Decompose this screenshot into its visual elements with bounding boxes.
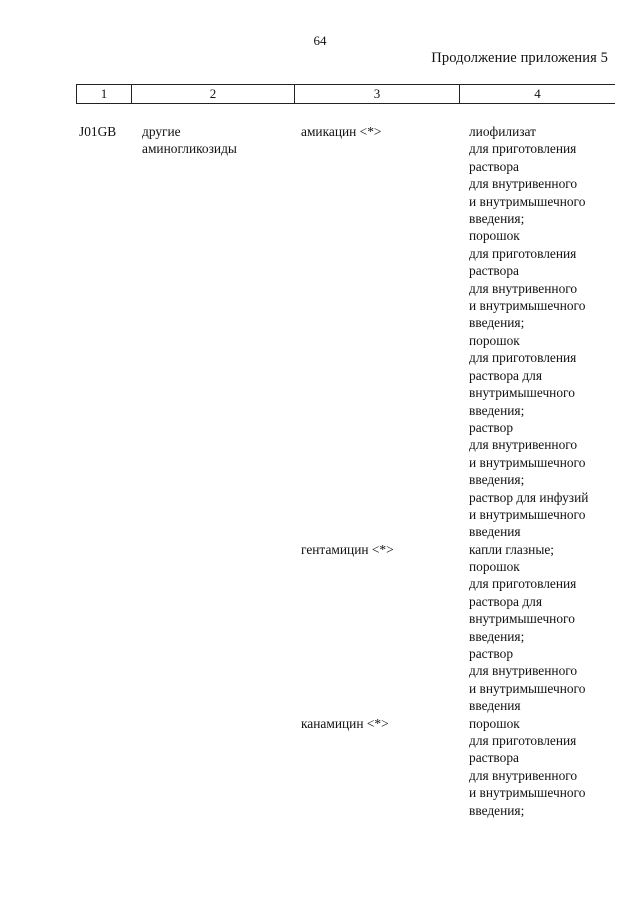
dosage-form-line: порошок xyxy=(469,228,520,244)
drug-name: канамицин <*> xyxy=(301,715,389,731)
dosage-form-line: порошок xyxy=(469,715,520,731)
dosage-form-line: раствора xyxy=(469,263,519,279)
dosage-form-line: внутримышечного xyxy=(469,611,575,627)
header-col-3: 3 xyxy=(295,85,460,103)
dosage-form-line: лиофилизат xyxy=(469,124,536,139)
dosage-form-line: и внутримышечного xyxy=(469,785,586,801)
dosage-form-line: раствор xyxy=(469,419,514,435)
dosage-forms xyxy=(469,541,619,715)
dosage-form-line: и внутримышечного xyxy=(469,506,586,522)
dosage-form-line: раствора для xyxy=(469,367,543,383)
dosage-form-line: для внутривенного xyxy=(469,663,578,679)
dosage-form-line: раствор xyxy=(469,646,514,662)
drug-name: гентамицин <*> xyxy=(301,541,394,557)
dosage-form-line: введения; xyxy=(469,802,525,818)
dosage-form-line: введения; xyxy=(469,402,525,418)
dosage-form-line: введения xyxy=(469,524,521,540)
dosage-form-line: для внутривенного xyxy=(469,176,578,192)
dosage-form-line: и внутримышечного xyxy=(469,680,586,696)
drug-name: амикацин <*> xyxy=(301,124,382,139)
dosage-form-line: введения; xyxy=(469,472,525,488)
dosage-form-line: для приготовления xyxy=(469,733,577,748)
page-number: 64 xyxy=(313,33,327,48)
header-col-1: 1 xyxy=(77,85,132,103)
header-col-4: 4 xyxy=(534,86,541,101)
dosage-form-line: для приготовления xyxy=(469,576,577,592)
dosage-form-line: для внутривенного xyxy=(469,767,578,783)
dosage-forms xyxy=(469,123,619,541)
dosage-form-line: введения; xyxy=(469,211,525,227)
dosage-form-line: для внутривенного xyxy=(469,437,578,453)
dosage-form-line: капли глазные; xyxy=(469,541,554,557)
dosage-form-line: введения; xyxy=(469,628,525,644)
pharmacological-group xyxy=(142,123,292,158)
atc-code: J01GB xyxy=(79,124,117,139)
dosage-form-line: и внутримышечного xyxy=(469,193,586,209)
dosage-form-line: для внутривенного xyxy=(469,280,578,296)
dosage-form-line: и внутримышечного xyxy=(469,298,586,314)
dosage-form-line: раствора xyxy=(469,158,519,174)
dosage-form-line: порошок xyxy=(469,559,520,574)
dosage-forms xyxy=(469,715,619,819)
dosage-form-line: для приготовления xyxy=(469,141,577,157)
dosage-form-line: раствора xyxy=(469,750,519,766)
continuation-label: Продолжение приложения 5 xyxy=(431,50,608,66)
header-col-2: 2 xyxy=(132,85,295,103)
group-line: другие xyxy=(142,124,181,139)
dosage-form-line: для приготовления xyxy=(469,245,577,261)
dosage-form-line: и внутримышечного xyxy=(469,454,586,470)
dosage-form-line: введения; xyxy=(469,315,525,331)
dosage-form-line: порошок xyxy=(469,332,520,348)
dosage-form-line: внутримышечного xyxy=(469,385,575,401)
group-line: аминогликозиды xyxy=(142,141,237,157)
dosage-form-line: введения xyxy=(469,698,521,714)
dosage-form-line: для приготовления xyxy=(469,350,577,366)
dosage-form-line: раствор для инфузий xyxy=(469,489,589,505)
table-header-row xyxy=(76,84,615,104)
dosage-form-line: раствора для xyxy=(469,593,543,609)
